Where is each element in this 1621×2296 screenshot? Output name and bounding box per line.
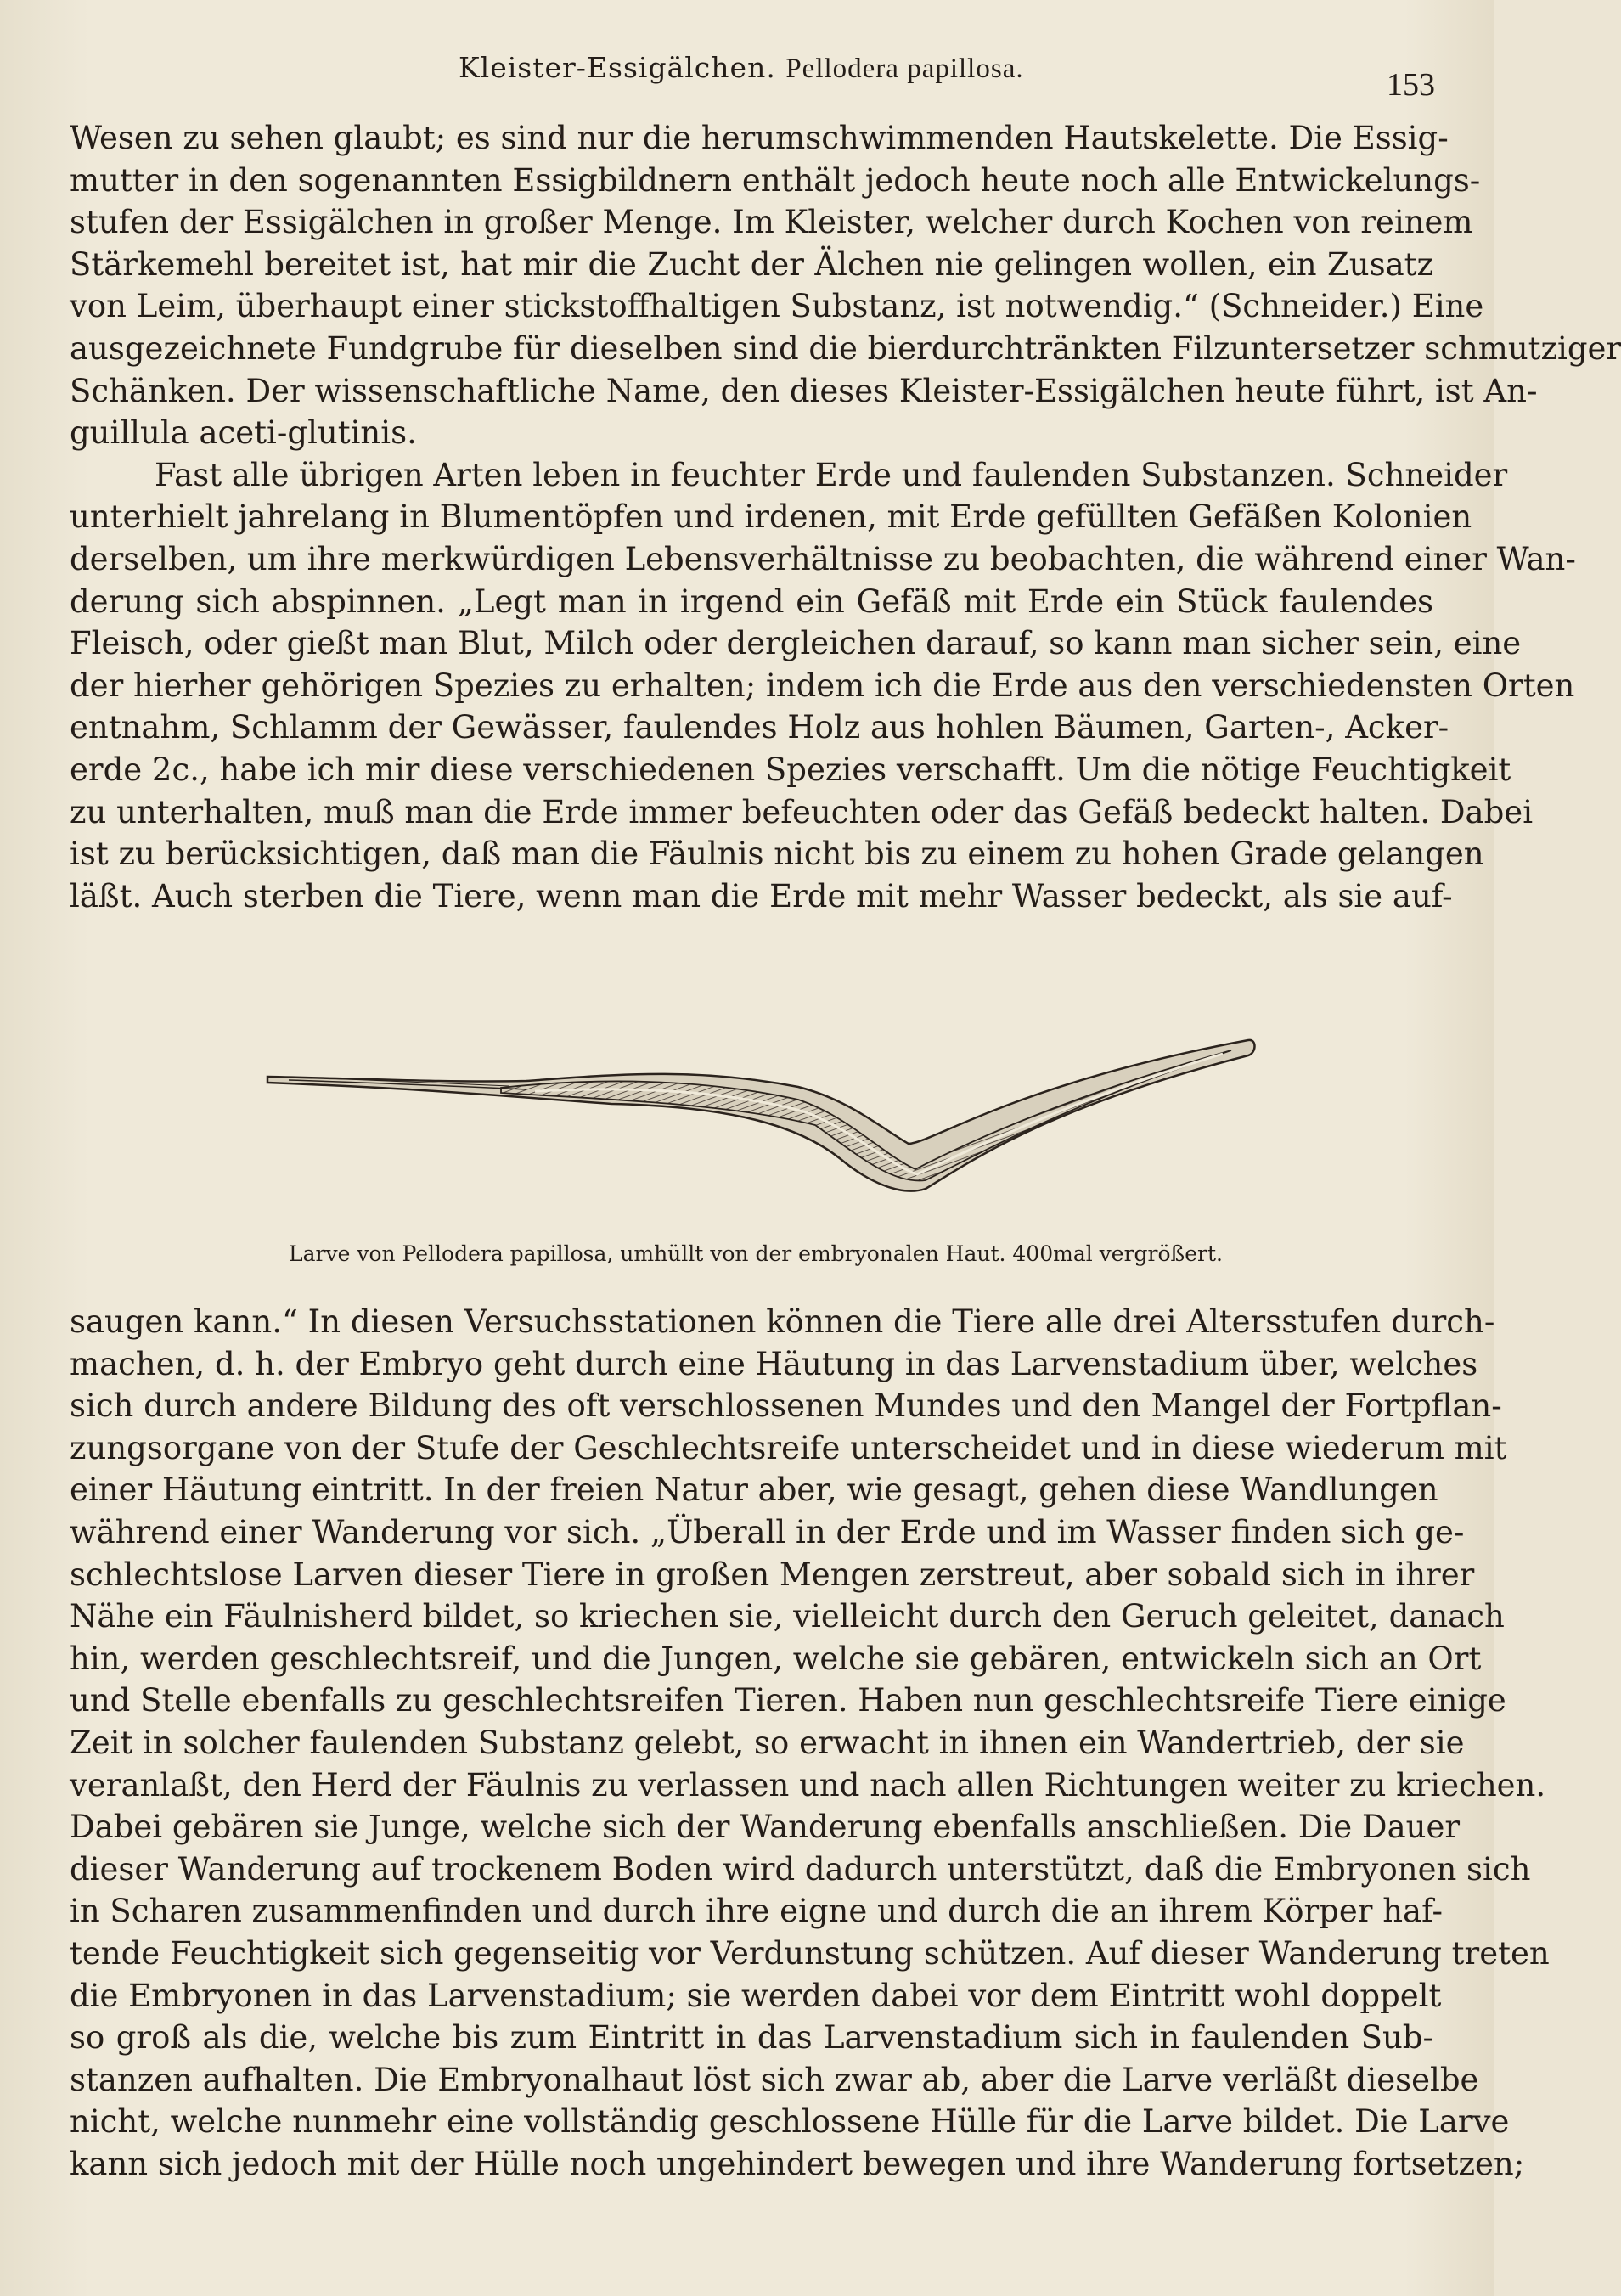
text-line: der hierher gehörigen Spezies zu erhalten; indem ich die Erde aus den verschiedensten Orten: [70, 667, 1575, 704]
page-number: 153: [1387, 67, 1435, 103]
text-line: tende Feuchtigkeit sich gegenseitig vor Verdunstung schützen. Auf dieser Wanderung treten: [70, 1934, 1550, 1972]
text-line: hin, werden geschlechtsreif, und die Jungen, welche sie gebären, entwickeln sich an Ort: [70, 1640, 1482, 1677]
running-title-fraktur: Kleister-Essigälchen.: [459, 51, 776, 84]
running-title-latin: Pellodera papillosa.: [785, 53, 1024, 84]
text-line: saugen kann.“ In diesen Versuchsstationen können die Tiere alle drei Altersstufen durch-: [70, 1303, 1495, 1340]
text-line: so groß als die, welche bis zum Eintritt in das Larvenstadium sich in faulenden Sub-: [70, 2019, 1433, 2057]
text-line: veranlaßt, den Herd der Fäulnis zu verlassen und nach allen Richtungen weiter zu kriechen.: [70, 1766, 1546, 1804]
text-line: zu unterhalten, muß man die Erde immer befeuchten oder das Gefäß bedeckt halten. Dabei: [70, 793, 1534, 830]
text-line: Stärkemehl bereitet ist, hat mir die Zucht der Älchen nie gelingen wollen, ein Zusatz: [70, 245, 1433, 283]
text-line: derselben, um ihre merkwürdigen Lebensverhältnisse zu beobachten, die während einer Wan-: [70, 540, 1576, 577]
figure-caption: Larve von Pellodera papillosa, umhüllt von der embryonalen Haut. 400mal vergrößert.: [289, 1241, 1223, 1266]
text-block-upper: [70, 117, 1621, 917]
text-line: zungsorgane von der Stufe der Geschlechtsreife unterscheidet und in diese wiederum mit: [70, 1429, 1507, 1466]
text-line: Nähe ein Fäulnisherd bildet, so kriechen sie, vielleicht durch den Geruch geleitet, danach: [70, 1598, 1505, 1635]
text-line: machen, d. h. der Embryo geht durch eine Häutung in das Larvenstadium über, welches: [70, 1345, 1478, 1382]
text-line: dieser Wanderung auf trockenem Boden wird dadurch unterstützt, daß die Embryonen sich: [70, 1850, 1531, 1888]
text-block-lower: [70, 1301, 1550, 2185]
text-line: erde 2c., habe ich mir diese verschiedenen Spezies verschafft. Um die nötige Feuchtigkeit: [70, 751, 1511, 788]
text-line: mutter in den sogenannten Essigbildnern enthält jedoch heute noch alle Entwickelungs-: [70, 161, 1481, 199]
text-line: Wesen zu sehen glaubt; es sind nur die herumschwimmenden Hautskelette. Die Essig-: [70, 120, 1449, 156]
running-head: [459, 51, 1024, 85]
text-line: stufen der Essigälchen in großer Menge. Im Kleister, welcher durch Kochen von reinem: [70, 204, 1473, 241]
text-line: ist zu berücksichtigen, daß man die Fäulnis nicht bis zu einem zu hohen Grade gelangen: [70, 836, 1484, 873]
text-line: Fast alle übrigen Arten leben in feuchter Erde und faulenden Substanzen. Schneider: [155, 456, 1508, 493]
text-line: während einer Wanderung vor sich. „Überall in der Erde und im Wasser finden sich ge-: [70, 1513, 1465, 1550]
text-line: Fleisch, oder gießt man Blut, Milch oder dergleichen darauf, so kann man sicher sein, eine: [70, 625, 1522, 662]
larva-sheath-outline: [267, 1040, 1255, 1191]
text-line: ausgezeichnete Fundgrube für dieselben sind die bierdurchtränkten Filzuntersetzer schmutziger: [70, 329, 1621, 367]
text-line: Dabei gebären sie Junge, welche sich der Wanderung ebenfalls anschließen. Die Dauer: [70, 1809, 1461, 1846]
text-line: Schänken. Der wissenschaftliche Name, den dieses Kleister-Essigälchen heute führt, ist An-: [70, 372, 1538, 409]
text-line: sich durch andere Bildung des oft verschlossenen Mundes und den Mangel der Fortpflan-: [70, 1387, 1502, 1425]
text-line: unterhielt jahrelang in Blumentöpfen und irdenen, mit Erde gefüllten Gefäßen Kolonien: [70, 498, 1472, 536]
text-line: einer Häutung eintritt. In der freien Natur aber, wie gesagt, gehen diese Wandlungen: [70, 1472, 1438, 1509]
text-line: stanzen aufhalten. Die Embryonalhaut löst sich zwar ab, aber die Larve verläßt dieselbe: [70, 2061, 1479, 2098]
text-line: in Scharen zusammenfinden und durch ihre eigne und durch die an ihrem Körper haf-: [70, 1893, 1443, 1930]
text-line: guillula aceti-glutinis.: [70, 414, 417, 452]
text-line: läßt. Auch sterben die Tiere, wenn man die Erde mit mehr Wasser bedeckt, als sie auf-: [70, 877, 1453, 914]
text-line: derung sich abspinnen. „Legt man in irgend ein Gefäß mit Erde ein Stück faulendes: [70, 582, 1433, 620]
text-line: schlechtslose Larven dieser Tiere in großen Mengen zerstreut, aber sobald sich in ihrer: [70, 1556, 1475, 1593]
text-line: nicht, welche nunmehr eine vollständig geschlossene Hülle für die Larve bildet. Die Larve: [70, 2103, 1510, 2141]
text-line: von Leim, überhaupt einer stickstoffhaltigen Substanz, ist notwendig.“ (Schneider.) Eine: [70, 288, 1484, 325]
text-line: entnahm, Schlamm der Gewässer, faulendes Holz aus hohlen Bäumen, Garten-, Acker-: [70, 709, 1449, 746]
page-header: [0, 44, 1494, 104]
text-line: Zeit in solcher faulenden Substanz gelebt, so erwacht in ihnen ein Wandertrieb, der sie: [70, 1724, 1465, 1761]
text-line: kann sich jedoch mit der Hülle noch ungehindert bewegen und ihre Wanderung fortsetzen;: [70, 2145, 1525, 2182]
text-line: die Embryonen in das Larvenstadium; sie werden dabei vor dem Eintritt wohl doppelt: [70, 1977, 1442, 2014]
text-line: und Stelle ebenfalls zu geschlechtsreifen Tieren. Haben nun geschlechtsreife Tiere einige: [70, 1682, 1506, 1719]
